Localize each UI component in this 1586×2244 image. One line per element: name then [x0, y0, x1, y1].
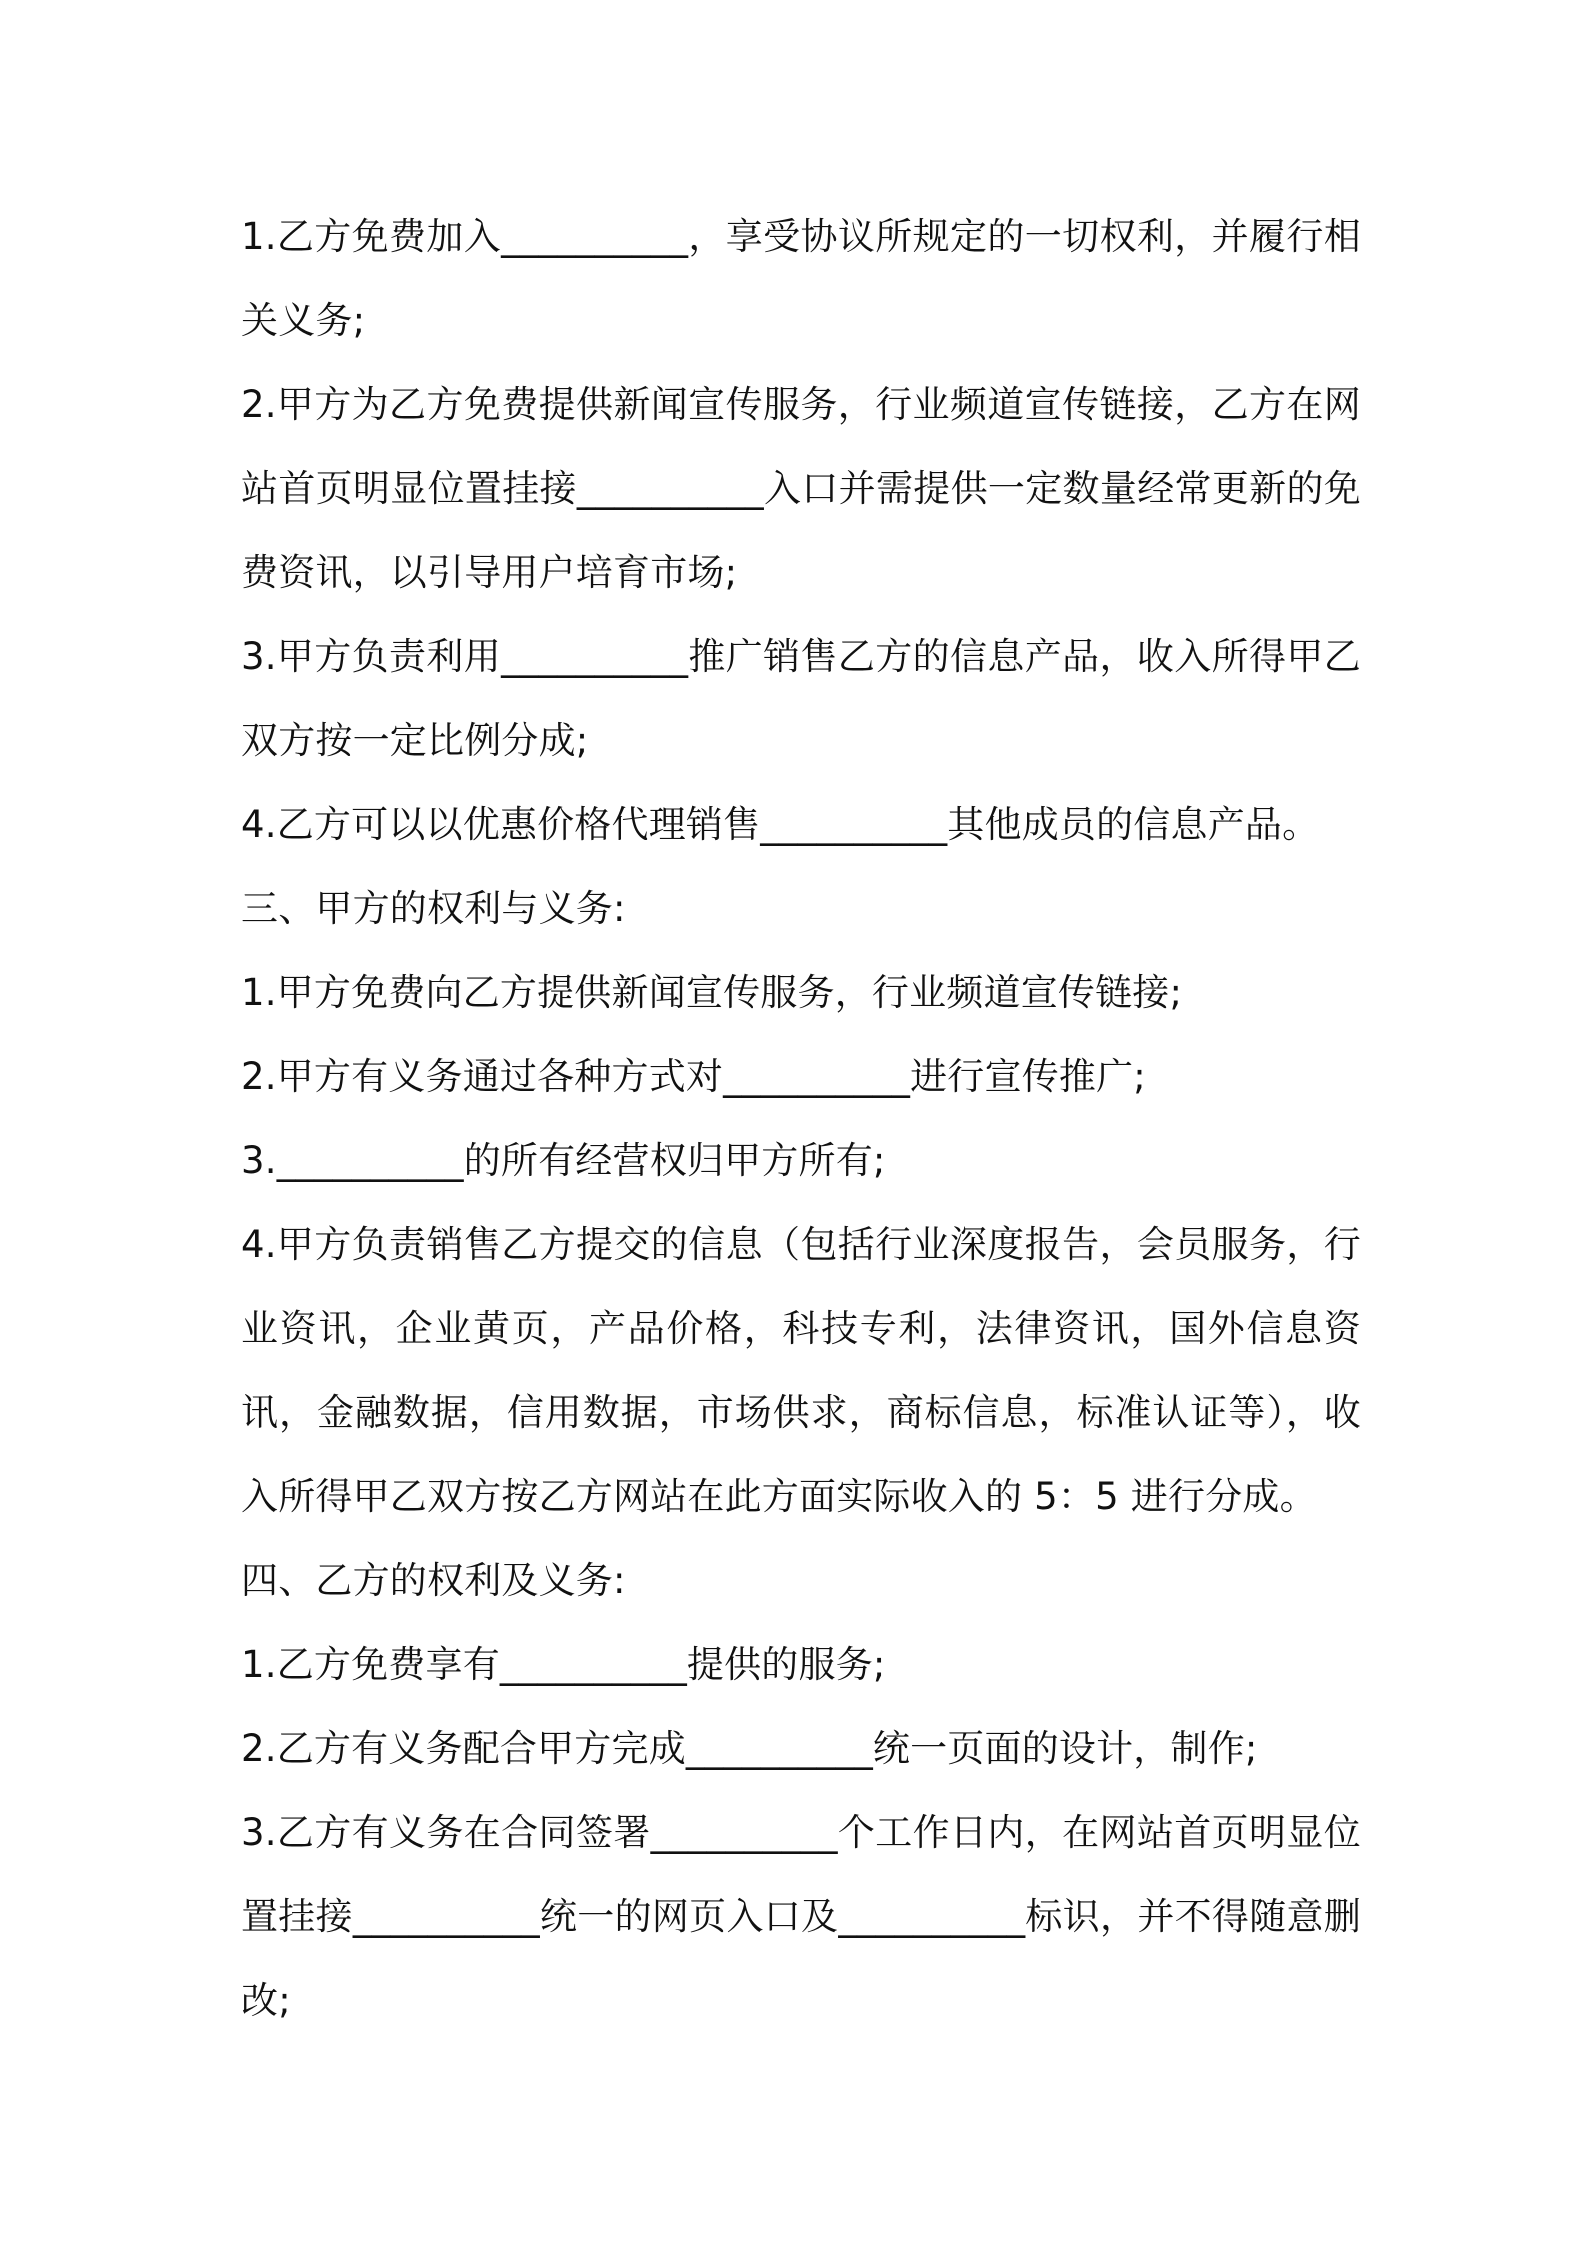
clause-3-4: 4.甲方负责销售乙方提交的信息（包括行业深度报告，会员服务，行业资讯，企业黄页，产品价格，科技专利，法律资讯，国外信息资讯，金融数据，信用数据，市场供求，商标信息，标准认证等），收入所得甲乙双方按乙方网站在此方面实际收入的 5：5 进行分成。 — [241, 1223, 1361, 1518]
document-body — [241, 195, 1361, 2043]
clause-3-1: 1.甲方免费向乙方提供新闻宣传服务，行业频道宣传链接; — [241, 971, 1183, 1014]
clause-b-4: 4.乙方可以以优惠价格代理销售__________其他成员的信息产品。 — [241, 803, 1320, 846]
clause-3-2: 2.甲方有义务通过各种方式对__________进行宣传推广; — [241, 1055, 1146, 1098]
section-heading-4: 四、乙方的权利及义务: — [241, 1559, 626, 1602]
clause-4-2: 2.乙方有义务配合甲方完成__________统一页面的设计，制作; — [241, 1727, 1258, 1770]
section-heading-3: 三、甲方的权利与义务: — [241, 887, 626, 930]
clause-4-3: 3.乙方有义务在合同签署__________个工作日内，在网站首页明显位置挂接__________统一的网页入口及__________标识，并不得随意删改; — [241, 1811, 1361, 2022]
clause-3-3: 3.__________的所有经营权归甲方所有; — [241, 1139, 886, 1182]
clause-4-1: 1.乙方免费享有__________提供的服务; — [241, 1643, 886, 1686]
clause-b-2: 2.甲方为乙方免费提供新闻宣传服务，行业频道宣传链接，乙方在网站首页明显位置挂接__________入口并需提供一定数量经常更新的免费资讯，以引导用户培育市场; — [241, 383, 1361, 594]
clause-b-1: 1.乙方免费加入__________，享受协议所规定的一切权利，并履行相关义务; — [241, 215, 1361, 342]
clause-b-3: 3.甲方负责利用__________推广销售乙方的信息产品，收入所得甲乙双方按一定比例分成; — [241, 635, 1361, 762]
